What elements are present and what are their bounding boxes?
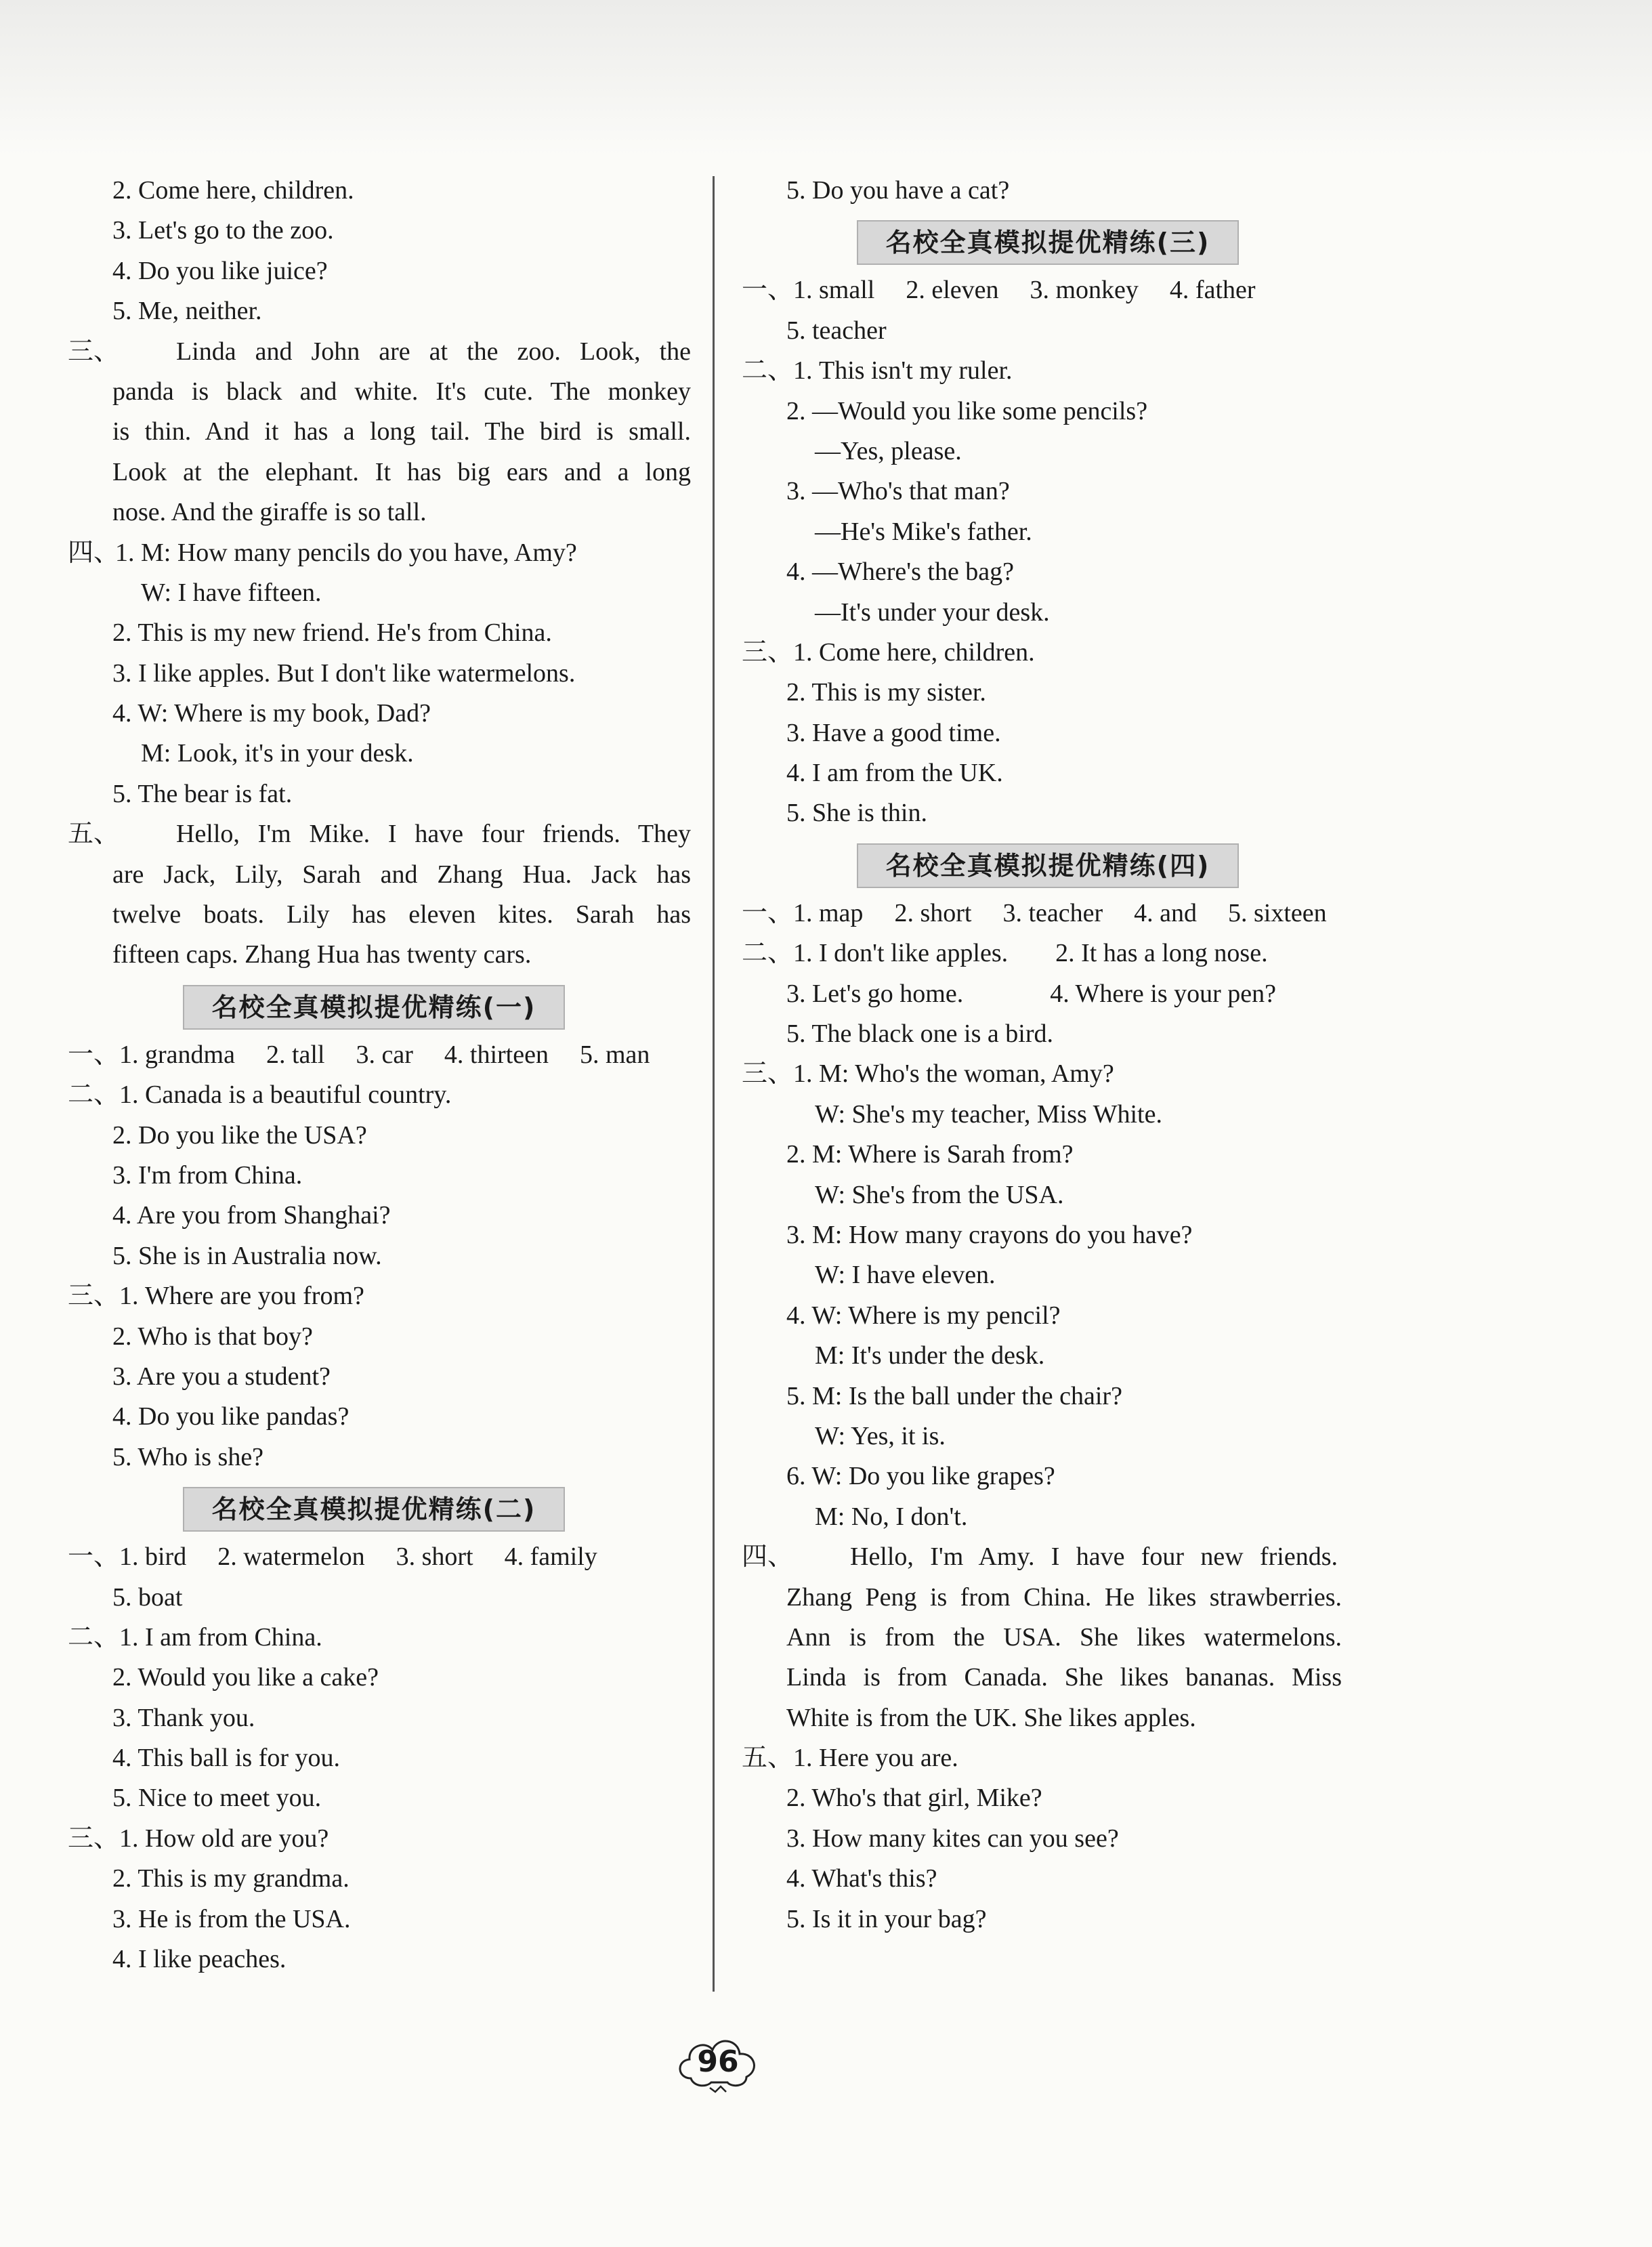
answer-line: 5. Nice to meet you. [112, 1784, 322, 1813]
passage-line [742, 1537, 1392, 1577]
answer-line: 5. Do you have a cat? [786, 176, 1010, 205]
answer-line: 2. This is my grandma. [112, 1864, 350, 1893]
right-column [742, 171, 1392, 1939]
answer-line: 5. boat [112, 1582, 183, 1612]
answer-word: 一、1. bird [68, 1542, 187, 1572]
answer-line [68, 1537, 691, 1577]
answer-line: 4. I like peaches. [112, 1945, 287, 1974]
answer-line: 5. Is it in your bag? [786, 1904, 987, 1933]
answer-line [742, 270, 1392, 310]
answer-word: 4. father [1169, 276, 1256, 305]
answer-word: 2. short [894, 898, 972, 927]
passage-line [68, 332, 691, 372]
answer-line: 三、1. M: Who's the woman, Amy? [742, 1059, 1114, 1089]
answer-line: 5. teacher [786, 316, 887, 345]
answer-line [742, 974, 1392, 1014]
answer-word: 一、1. grandma [68, 1040, 235, 1069]
passage-line: are Jack, Lily, Sarah and Zhang Hua. Jack has [112, 860, 691, 889]
heading-title: 名校全真模拟提优精练(三) [857, 220, 1239, 265]
answer-line: —He's Mike's father. [815, 517, 1032, 546]
section-mark: 五、 [68, 820, 120, 849]
answer-line: 5. She is in Australia now. [112, 1241, 382, 1270]
answer-word: 2. eleven [906, 276, 999, 305]
passage-line [68, 814, 691, 854]
answer-line [742, 894, 1392, 933]
answer-line: W: I have fifteen. [141, 578, 322, 607]
answer-word: 5. sixteen [1228, 898, 1327, 927]
answer-line: M: It's under the desk. [815, 1341, 1045, 1370]
section-mark: 三、 [68, 337, 120, 366]
section-mark: 四、 [742, 1542, 794, 1572]
answer-line: 4. I am from the UK. [786, 759, 1003, 788]
answer-line: W: She's from the USA. [815, 1180, 1064, 1209]
answer-line: 4. This ball is for you. [112, 1744, 341, 1773]
answer-line: 二、1. This isn't my ruler. [742, 356, 1013, 385]
section-heading [68, 980, 691, 1032]
answer-word: 2. tall [266, 1040, 325, 1069]
answer-line: 3. I like apples. But I don't like watermelons. [112, 658, 576, 688]
page-number-badge [671, 2025, 765, 2107]
answer-word: 3. car [356, 1040, 413, 1069]
passage-line: nose. And the giraffe is so tall. [112, 498, 427, 527]
passage-line: is thin. And it has a long tail. The bird is small. [112, 417, 691, 446]
answer-line: 3. Have a good time. [786, 718, 1001, 747]
answer-line: M: No, I don't. [815, 1502, 968, 1531]
answer-line: 二、1. I am from China. [68, 1622, 322, 1652]
section-heading [742, 838, 1392, 891]
answer-line: 3. Are you a student? [112, 1362, 331, 1391]
answer-line: 4. Do you like juice? [112, 256, 328, 285]
answer-line: 6. W: Do you like grapes? [786, 1462, 1055, 1491]
answer-line: 3. Thank you. [112, 1703, 255, 1732]
passage-line: Zhang Peng is from China. He likes strawberries. [786, 1582, 1342, 1612]
passage-line: Ann is from the USA. She likes watermelons. [786, 1622, 1342, 1652]
passage-line: White is from the UK. She likes apples. [786, 1703, 1196, 1732]
page-number: 96 [697, 2044, 739, 2079]
answer-line: 5. The black one is a bird. [786, 1020, 1053, 1049]
answer-line: 4. Do you like pandas? [112, 1402, 350, 1431]
answer-line: 3. He is from the USA. [112, 1904, 351, 1933]
answer-word: 4. thirteen [444, 1040, 549, 1069]
left-column [68, 171, 691, 1979]
answer-word: 4. family [504, 1542, 597, 1572]
heading-title: 名校全真模拟提优精练(四) [857, 843, 1239, 888]
answer-line: —It's under your desk. [815, 597, 1050, 627]
passage-line: twelve boats. Lily has eleven kites. Sarah has [112, 900, 691, 929]
answer-line: W: I have eleven. [815, 1261, 996, 1290]
answer-line: 2. Would you like a cake? [112, 1663, 379, 1692]
passage-line: Linda is from Canada. She likes bananas. Miss [786, 1663, 1342, 1692]
passage-text: Linda and John are at the zoo. Look, the [176, 337, 691, 366]
passage-text: Hello, I'm Amy. I have four new friends. [850, 1542, 1338, 1572]
section-mark: 四、 [68, 538, 120, 567]
answer-line: 三、1. Come here, children. [742, 637, 1035, 667]
answer-text: 1. M: How many pencils do you have, Amy? [115, 538, 577, 567]
heading-title: 名校全真模拟提优精练(二) [183, 1487, 565, 1532]
answer-word: 5. man [579, 1040, 650, 1069]
answer-line: 二、1. Canada is a beautiful country. [68, 1080, 452, 1110]
answer-line: 4. Are you from Shanghai? [112, 1201, 391, 1230]
answer-text: 2. It has a long nose. [1055, 939, 1268, 968]
answer-line [68, 533, 691, 573]
answer-text: 4. Where is your pen? [1050, 979, 1277, 1008]
answer-line: 4. —Where's the bag? [786, 558, 1015, 587]
answer-line: 3. How many kites can you see? [786, 1824, 1119, 1853]
column-divider [713, 176, 715, 1992]
answer-line: 2. —Would you like some pencils? [786, 396, 1148, 425]
answer-line: 三、1. Where are you from? [68, 1282, 364, 1311]
answer-line: 5. The bear is fat. [112, 779, 293, 808]
answer-line: 2. This is my new friend. He's from China. [112, 618, 552, 648]
answer-line: 五、1. Here you are. [742, 1744, 958, 1773]
answer-text: 3. Let's go home. [786, 979, 964, 1008]
answer-word: 3. monkey [1030, 276, 1139, 305]
answer-line: 5. Me, neither. [112, 297, 262, 326]
answer-line: 3. M: How many crayons do you have? [786, 1220, 1193, 1249]
answer-line: 2. This is my sister. [786, 678, 986, 707]
answer-word: 3. short [396, 1542, 473, 1572]
passage-text: Hello, I'm Mike. I have four friends. They [176, 820, 691, 849]
section-heading [742, 215, 1392, 268]
passage-line: panda is black and white. It's cute. The monkey [112, 377, 691, 406]
answer-line: 3. —Who's that man? [786, 477, 1010, 506]
answer-word: 一、1. small [742, 276, 875, 305]
answer-line: 2. Come here, children. [112, 176, 354, 205]
answer-word: 3. teacher [1002, 898, 1103, 927]
heading-title: 名校全真模拟提优精练(一) [183, 985, 565, 1030]
answer-line: 2. M: Where is Sarah from? [786, 1140, 1074, 1169]
answer-line: 3. I'm from China. [112, 1160, 303, 1190]
answer-word: 2. watermelon [217, 1542, 365, 1572]
answer-line: 4. W: Where is my book, Dad? [112, 699, 431, 728]
answer-line [742, 933, 1392, 973]
answer-line: M: Look, it's in your desk. [141, 739, 414, 768]
answer-line: 5. M: Is the ball under the chair? [786, 1381, 1122, 1410]
answer-line: 三、1. How old are you? [68, 1824, 329, 1853]
passage-line: fifteen caps. Zhang Hua has twenty cars. [112, 940, 532, 969]
answer-line: 4. What's this? [786, 1864, 937, 1893]
answer-line: W: She's my teacher, Miss White. [815, 1099, 1162, 1129]
answer-line: 2. Do you like the USA? [112, 1120, 367, 1150]
scan-top-shading [0, 0, 1652, 156]
answer-word: 4. and [1134, 898, 1197, 927]
answer-line: 5. Who is she? [112, 1442, 264, 1471]
passage-line: Look at the elephant. It has big ears and a long [112, 457, 691, 486]
answer-line: 4. W: Where is my pencil? [786, 1301, 1061, 1330]
answer-text: 二、1. I don't like apples. [742, 939, 1009, 968]
answer-word: 一、1. map [742, 898, 864, 927]
answer-line: W: Yes, it is. [815, 1421, 946, 1450]
answer-line [68, 1035, 691, 1075]
answer-line: 5. She is thin. [786, 799, 927, 828]
answer-line: 2. Who's that girl, Mike? [786, 1784, 1042, 1813]
answer-line: —Yes, please. [815, 436, 962, 465]
answer-line: 3. Let's go to the zoo. [112, 216, 334, 245]
section-heading [68, 1482, 691, 1534]
answer-line: 2. Who is that boy? [112, 1322, 313, 1351]
